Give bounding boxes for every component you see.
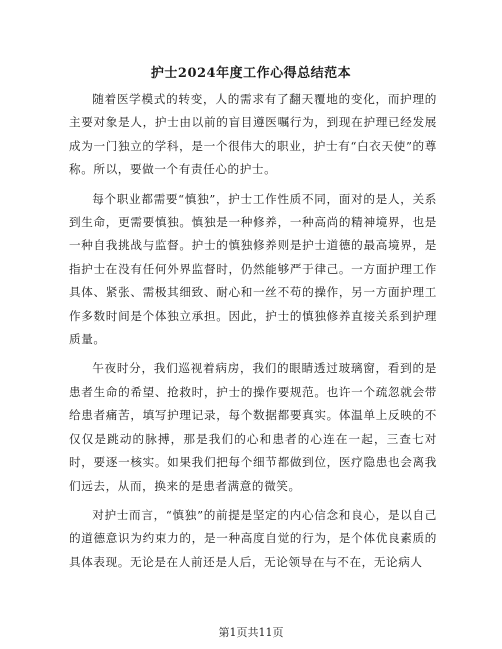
page-number: 第1页共11页 [218, 626, 284, 639]
paragraph-2: 每个职业都需要“慎独”，护士工作性质不同，面对的是人，关系到生命，更需要慎独。慎独是一种修养，一种高尚的精神境界，也是一种自我挑战与监督。护士的慎独修养则是护士道德的最高境界，是指护士在没有任何外界监督时，仍然能够严于律己。一方面护理工作具体、紧张、需极其细致、耐心和一丝不苟的操作，另一方面护理工作多数时间是个体独立承担。因此，护士的慎独修养直接关系到护理质量。 [69, 191, 437, 347]
paragraph-3: 午夜时分，我们巡视着病房，我们的眼睛透过玻璃窗，看到的是患者生命的希望、抢救时，护士的操作要规范。也许一个疏忽就会带给患者痛苦，填写护理记录，每个数据都要真实。体温单上反映的不仅仅是跳动的脉搏，那是我们的心和患者的心连在一起，三查七对时，要逐一核实。如果我们把每个细节都做到位，医疗隐患也会离我们远去，从而，换来的是患者满意的微笑。 [69, 361, 437, 493]
paragraph-1: 随着医学模式的转变，人的需求有了翻天覆地的变化，而护理的主要对象是人，护士由以前的盲目遵医嘱行为，到现在护理已经发展成为一门独立的学科，是一个很伟大的职业，护士有“白衣天使”的尊称。所以，要做一个有责任心的护士。 [69, 92, 437, 177]
document-body [69, 88, 437, 580]
paragraph-4: 对护士而言，“慎独”的前提是坚定的内心信念和良心，是以自己的道德意识为约束力的，是一种高度自觉的行为，是个体优良素质的具体表现。无论是在人前还是人后，无论领导在与不在，无论病人 [69, 507, 437, 569]
document-title: 护士2024年度工作心得总结范本 [150, 66, 352, 81]
